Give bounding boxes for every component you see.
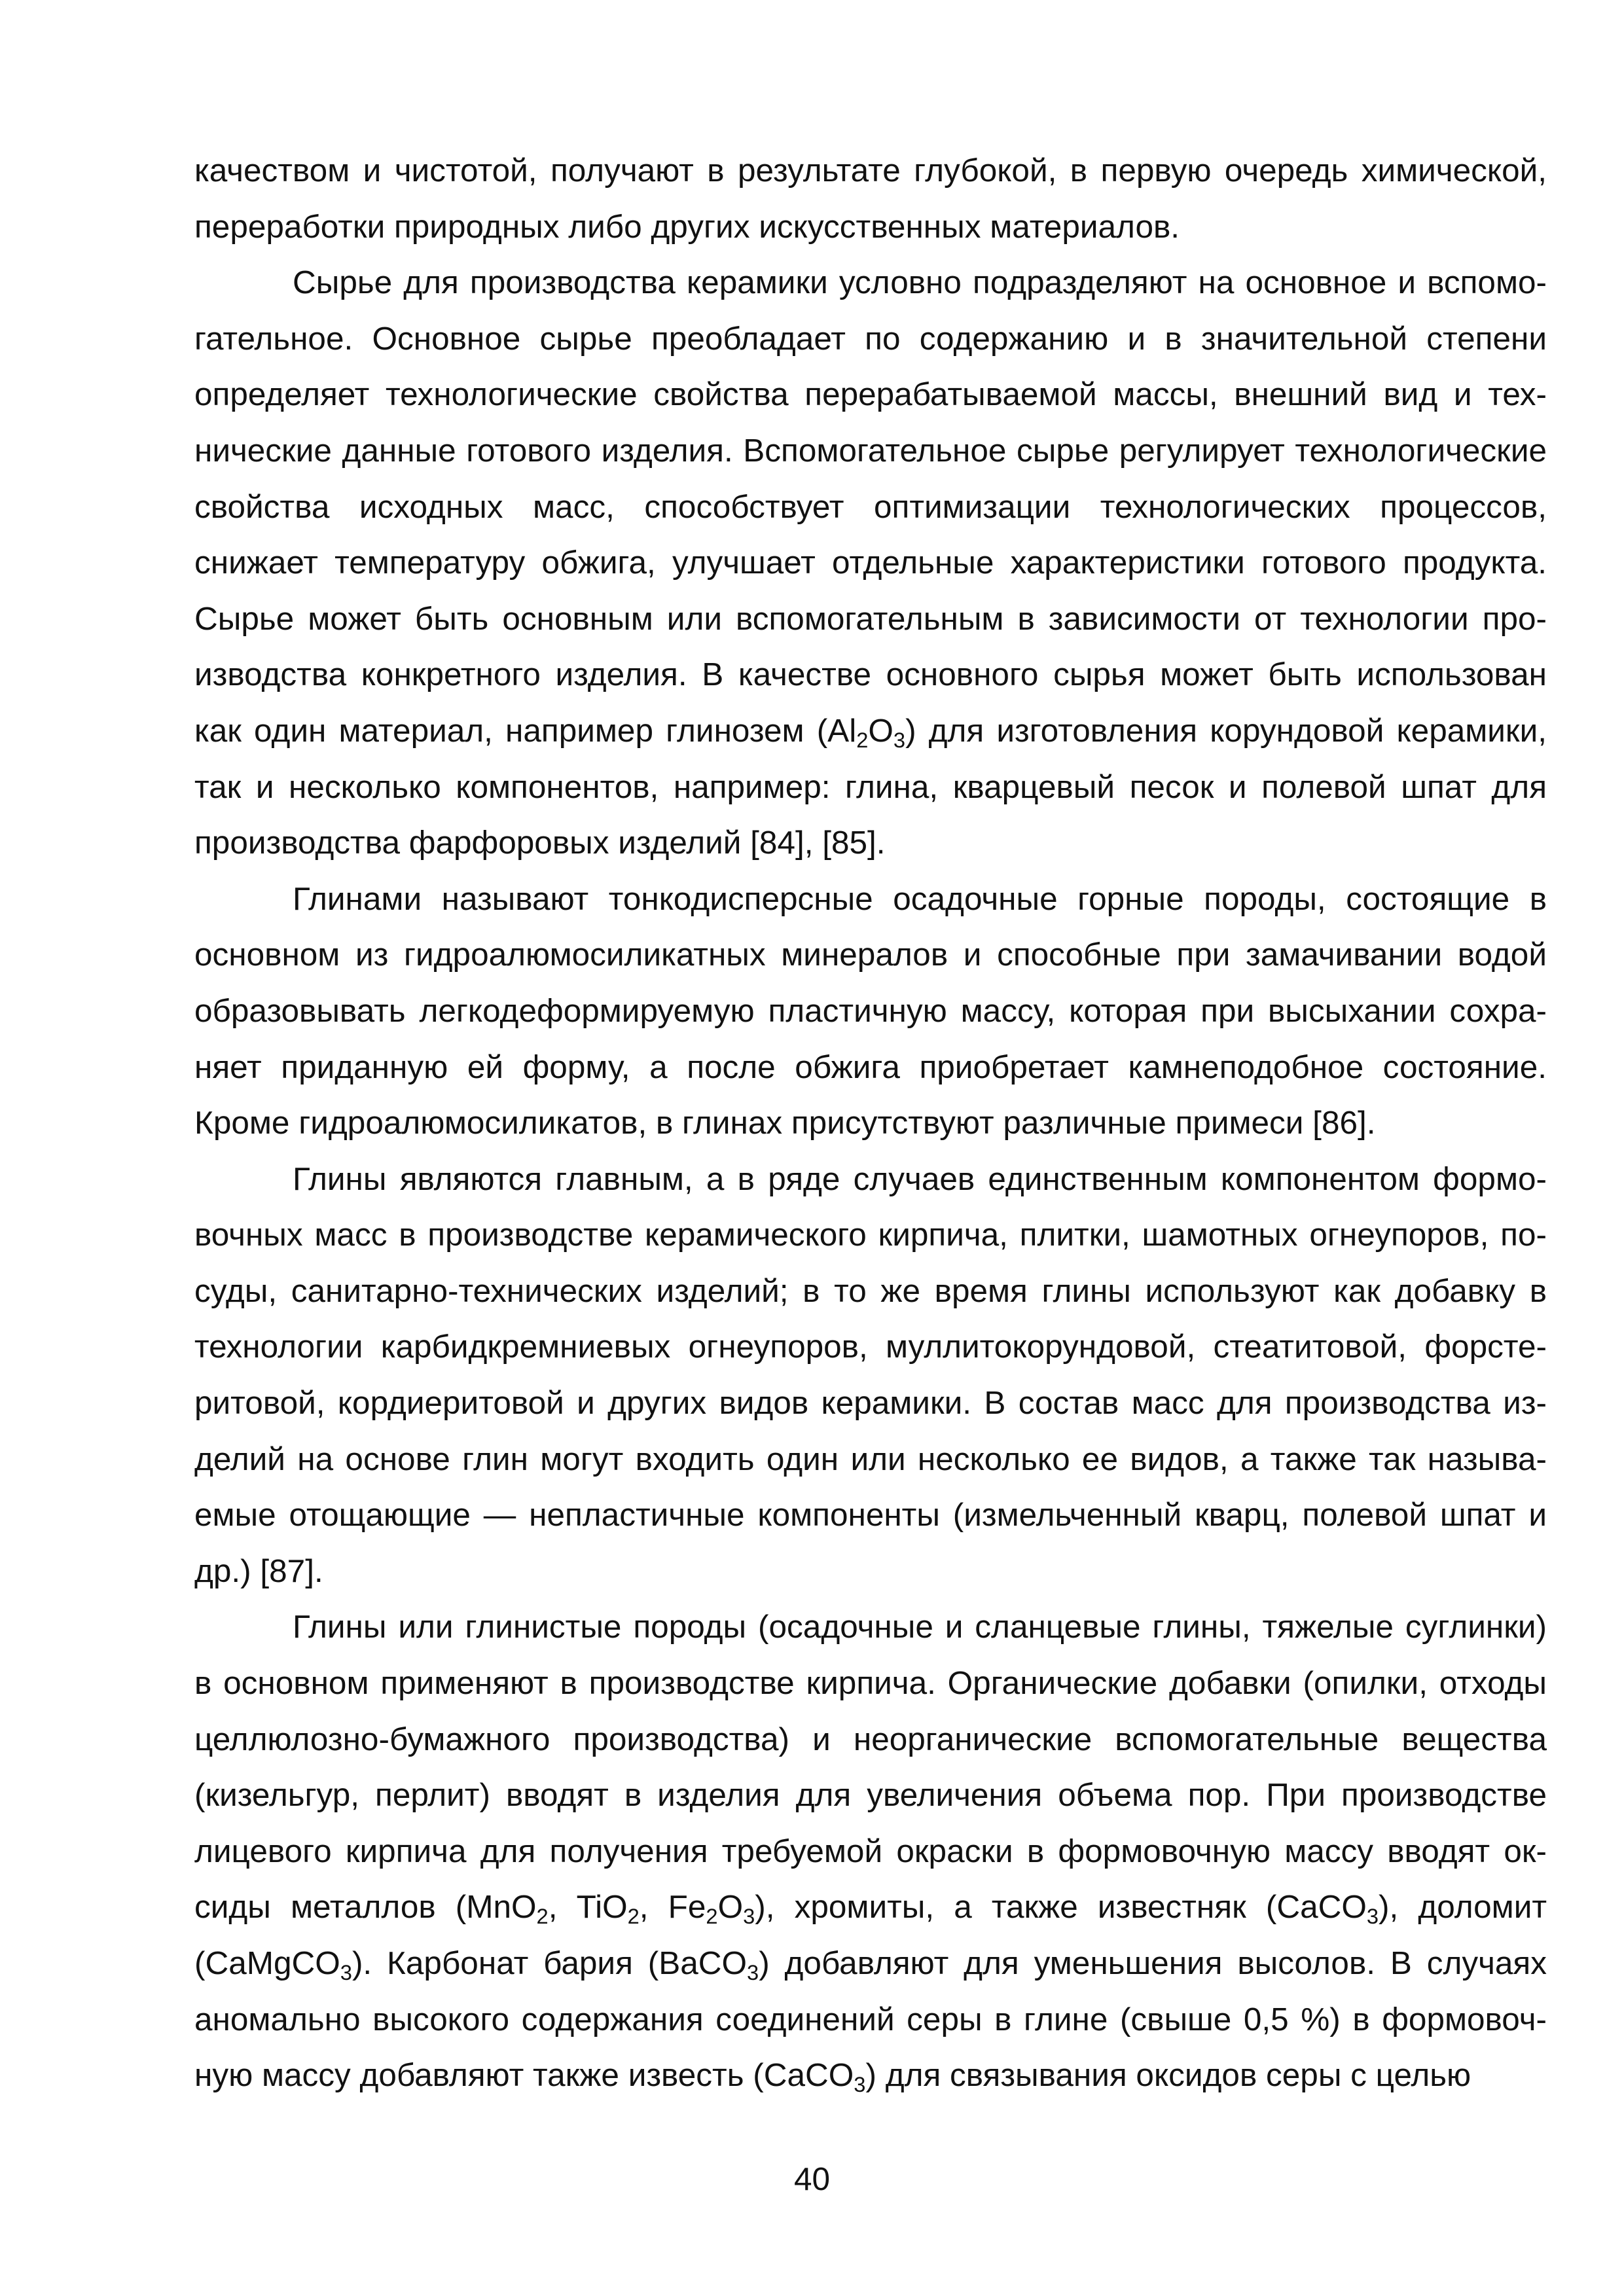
text-run: ) для изготовления корундовой керамики, так и несколько компонентов, например: глина, кварцевый песок и полевой шпат для производства фарфоровых изделий [84], [85]. bbox=[194, 712, 1547, 861]
paragraph bbox=[194, 871, 1547, 1151]
text-run: ), хромиты, а также известняк (CaCO bbox=[755, 1889, 1367, 1926]
subscript: 3 bbox=[893, 728, 906, 753]
subscript: 3 bbox=[1366, 1904, 1379, 1929]
subscript: 3 bbox=[747, 1960, 759, 1985]
text-run: Сырье для производства керамики условно подразделяют на основное и вспомогательное. Основное сырье преобладает по содержанию и в значительной степени определяет технологические свойства перерабатываемой массы, внешний вид и технические данные готового изделия. Вспомогательное сырье регулирует технологические свойства исходных масс, способствует оптимизации технологических процессов, снижает температуру обжига, улучшает отдельные характеристики готового продукта. Сырье может быть основным или вспомогательным в зависимости от технологии производства конкретного изделия. В качестве основного сырья может быть использован как один материал, например глинозем (Al bbox=[194, 264, 1547, 749]
text-run: Глины или глинистые породы (осадочные и сланцевые глины, тяжелые суглинки) в основном применяют в производстве кирпича. Органические добавки (опилки, отходы целлюлозно-бумажного производства) и неорганические вспомогательные вещества (кизельгур, перлит) вводят в изделия для увеличения объема пор. При производстве лицевого кирпича для получения требуемой окраски в формовочную массу вводят оксиды металлов (MnO bbox=[194, 1609, 1547, 1926]
text-run: , Fe bbox=[639, 1889, 706, 1926]
text-run: O bbox=[717, 1889, 744, 1926]
subscript: 3 bbox=[340, 1960, 352, 1985]
subscript: 2 bbox=[627, 1904, 640, 1929]
paragraph bbox=[194, 143, 1547, 255]
text-run: качеством и чистотой, получают в результате глубокой, в первую очередь химической, переработки природных либо других искусственных материалов. bbox=[194, 152, 1547, 245]
paragraph bbox=[194, 1599, 1547, 2103]
subscript: 2 bbox=[536, 1904, 549, 1929]
subscript: 3 bbox=[854, 2072, 866, 2097]
subscript: 2 bbox=[856, 728, 869, 753]
text-run: Глины являются главным, а в ряде случаев единственным компонентом формовочных масс в производстве керамического кирпича, плитки, шамотных огнеупоров, посуды, санитарно-технических изделий; в то же время глины используют как добавку в технологии карбидкремниевых огнеупоров, муллитокорундовой, стеатитовой, форстеритовой, кордиеритовой и других видов керамики. В состав масс для производства изделий на основе глин могут входить один или несколько ее видов, а также так называемые отощающие — непластичные компоненты (измельченный кварц, полевой шпат и др.) [87]. bbox=[194, 1160, 1547, 1589]
text-run: ) добавляют для уменьшения высолов. В случаях аномально высокого содержания соединений серы в глине (свыше 0,5 %) в формовочную массу добавляют также известь (CaCO bbox=[194, 1945, 1547, 2094]
text-run: O bbox=[868, 712, 893, 749]
paragraph bbox=[194, 255, 1547, 871]
body-text bbox=[194, 143, 1547, 2104]
page-number: 40 bbox=[793, 2161, 831, 2197]
paragraph bbox=[194, 1151, 1547, 1600]
subscript: 3 bbox=[743, 1904, 755, 1929]
text-run: Глинами называют тонкодисперсные осадочные горные породы, состоящие в основном из гидроалюмосиликатных минералов и способные при замачивании водой образовывать легкодеформируемую пластичную массу, которая при высыхании сохраняет приданную ей форму, а после обжига приобретает камнеподобное состояние. Кроме гидроалюмосиликатов, в глинах присутствуют различные примеси [86]. bbox=[194, 880, 1547, 1141]
text-run: ) для связывания оксидов серы с целью bbox=[865, 2057, 1471, 2094]
subscript: 2 bbox=[706, 1904, 718, 1929]
text-run: ). Карбонат бария (BaCO bbox=[352, 1945, 748, 1981]
text-run: , TiO bbox=[548, 1889, 628, 1926]
text-run: ), доломит (CaMgCO bbox=[194, 1889, 1547, 1981]
